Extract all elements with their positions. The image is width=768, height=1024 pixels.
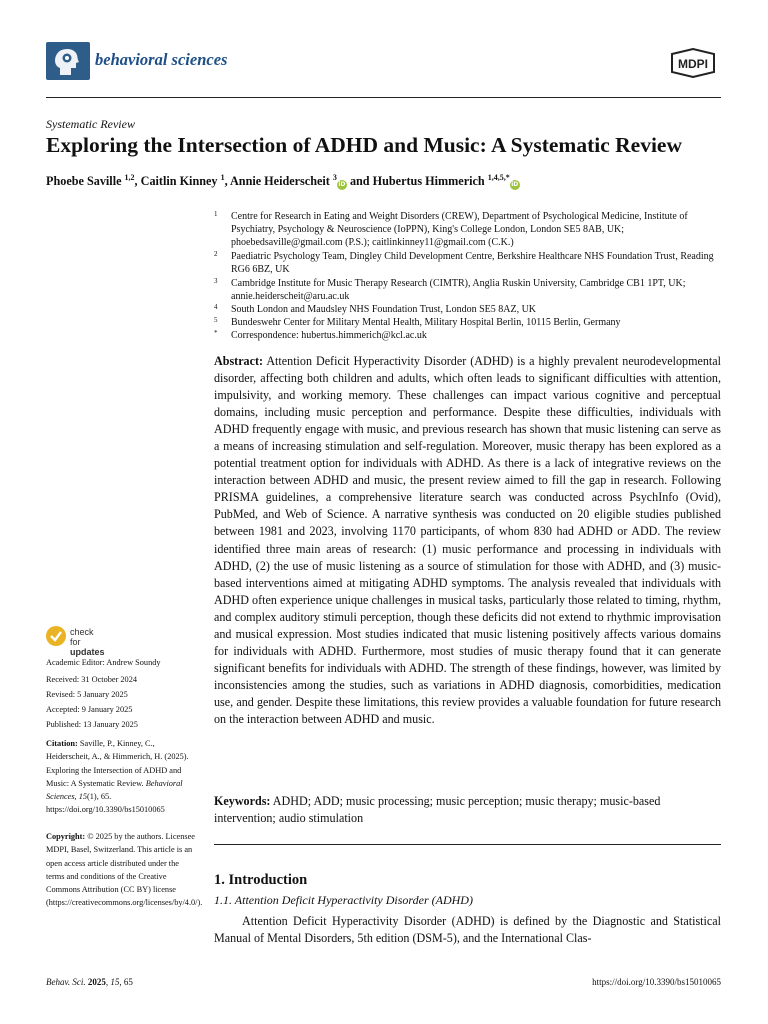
author-list: [46, 173, 520, 190]
section-rule: [214, 844, 721, 845]
affiliation-text: Cambridge Institute for Music Therapy Research (CIMTR), Anglia Ruskin University, Cambridge CB1 1PT, UK; annie.heiderscheit@aru.ac.uk: [231, 278, 686, 303]
intro-text: Attention Deficit Hyperactivity Disorder (ADHD) is defined by the Diagnostic and Statistical Manual of Mental Disorders, 5th edition (DSM-5), and the International Clas-: [214, 914, 721, 946]
section-heading: 1. Introduction: [214, 872, 308, 888]
affiliation-number: *: [214, 329, 218, 337]
date-accepted: Accepted: 9 January 2025: [46, 705, 133, 714]
journal-logo: [46, 42, 90, 80]
footer-journal: Behav. Sci.: [46, 977, 86, 987]
citation-label: Citation:: [46, 739, 78, 748]
correspondence-text: Correspondence: hubertus.himmerich@kcl.ac.uk: [231, 330, 427, 341]
affiliation-number: 5: [214, 316, 218, 324]
author-affiliation-sup: 1: [220, 173, 225, 182]
keywords: [214, 793, 721, 827]
footer-volume: 15: [110, 977, 120, 987]
affiliation-2: [214, 250, 724, 276]
affiliation-number: 1: [214, 210, 218, 218]
author-affiliation-sup: 1,4,5,*: [487, 173, 510, 182]
date-received: Received: 31 October 2024: [46, 675, 138, 684]
svg-text:MDPI: MDPI: [678, 57, 708, 71]
orcid-icon[interactable]: iD: [511, 181, 519, 189]
citation: [46, 737, 196, 817]
affiliation-1: [214, 210, 724, 250]
affiliation-number: 2: [214, 250, 218, 258]
abstract-text: Attention Deficit Hyperactivity Disorder (ADHD) is a highly prevalent neurodevelopmental disorder, affecting both children and adults, which often leads to significant difficulties with attention, impulsivity, and working memory. These challenges can impact various cognitive and perceptual domains, including music perception and performance. Despite these difficulties, individuals with ADHD frequently engage with music, and previous research has shown that music listening can serve as a means of increasing stimulation and self-regulation. Moreover, music therapy has been explored as a potential treatment option for individuals with ADHD. As there is a lack of integrative reviews on the interaction between ADHD and music, the present review aimed to fill the gap in research. Following PRISMA guidelines, a comprehensive literature search was conducted across PsychInfo (Ovid), PubMed, and Web of Science. A narrative synthesis was conducted on 20 eligible studies published between 1981 and 2023, involving 1170 participants, of whom 830 had ADHD or ADD. The review identified three main areas of research: (1) music performance and processing in individuals with ADHD, (2) the use of music listening as a source of stimulation for those with ADHD, and (3) music-based interventions aimed at mitigating ADHD symptoms. The analysis revealed that individuals with ADHD often experience unique challenges in musical tasks, particularly those related to timing, rhythm, and complex auditory stimuli perception, though these deficits did not extend to rhythmic improvisation and musical expression. Most studies indicated that music listening positively affects various domains for individuals with ADHD. Furthermore, most studies of music therapy found that it can generate significant benefits for individuals with ADHD. The strength of these findings, however, was limited by inconsistencies among the studies, such as variations in ADHD diagnosis, comorbidities, medication use, and gender. Despite these limitations, this review provides a valuable foundation for future research on the interaction between ADHD and music.: [214, 354, 721, 726]
affiliation-4: [214, 303, 724, 316]
footer-citation: Behav. Sci. 2025, 15, 65: [46, 977, 133, 987]
article-title: Exploring the Intersection of ADHD and Music: A Systematic Review: [46, 133, 683, 157]
copyright: [46, 830, 203, 910]
subsection-heading: 1.1. Attention Deficit Hyperactivity Disorder (ADHD): [214, 893, 473, 907]
check-updates-icon: [46, 626, 66, 646]
head-gear-icon: [46, 42, 90, 80]
author-name: Phoebe Saville: [46, 174, 122, 189]
correspondence: [214, 329, 724, 342]
author-separator: ,: [224, 174, 230, 189]
abstract: [214, 353, 721, 728]
citation-text: Saville, P., Kinney, C., Heiderscheit, A., & Himmerich, H. (2025). Exploring the Intersection of ADHD and Music: A Systematic Review.: [46, 739, 189, 788]
mdpi-logo: [666, 48, 720, 78]
affiliation-text: Paediatric Psychology Team, Dingley Child Development Centre, Berkshire Healthcare NHS Foundation Trust, Reading RG6 6BZ, UK: [231, 251, 714, 276]
orcid-icon[interactable]: iD: [338, 181, 346, 189]
affiliation-3: [214, 277, 724, 303]
affiliation-number: 4: [214, 303, 218, 311]
check-updates-label: updates: [70, 647, 105, 657]
intro-paragraph: [214, 913, 721, 947]
keywords-label: Keywords:: [214, 794, 271, 808]
author-name: Caitlin Kinney: [140, 174, 218, 189]
article-type: Systematic Review: [46, 117, 135, 131]
copyright-text: © 2025 by the authors. Licensee MDPI, Basel, Switzerland. This article is an open access article distributed under the terms and conditions of the Creative Commons Attribution (CC BY) license (https://creativecommons.org/licenses/by/4.0/).: [46, 832, 203, 908]
journal-name: behavioral sciences: [95, 50, 228, 69]
copyright-label: Copyright:: [46, 832, 86, 841]
affiliation-5: [214, 316, 724, 329]
author-separator: and: [346, 174, 373, 189]
citation-journal: Behavioral Sciences, 15: [46, 778, 183, 802]
footer-doi[interactable]: https://doi.org/10.3390/bs15010065: [592, 977, 721, 987]
author-name: Annie Heiderscheit: [229, 174, 330, 189]
affiliation-number: 3: [214, 277, 218, 285]
affiliation-text: Bundeswehr Center for Military Mental Health, Military Hospital Berlin, 10115 Berlin, Germany: [231, 317, 621, 328]
date-revised: Revised: 5 January 2025: [46, 690, 128, 699]
citation-doi[interactable]: (1), 65. https://doi.org/10.3390/bs15010065: [46, 792, 165, 815]
footer-year: 2025: [87, 977, 106, 987]
footer-article-number: , 65: [119, 977, 133, 987]
author-separator: ,: [134, 174, 141, 189]
affiliation-text: South London and Maudsley NHS Foundation Trust, London SE5 8AZ, UK: [231, 304, 537, 315]
date-published: Published: 13 January 2025: [46, 720, 138, 729]
academic-editor: Academic Editor: Andrew Soundy: [46, 658, 161, 667]
abstract-label: Abstract:: [214, 354, 264, 368]
check-updates-label: check for: [70, 627, 94, 647]
author-name: Hubertus Himmerich: [372, 174, 485, 189]
author-affiliation-sup: 3: [332, 173, 337, 182]
affiliation-text: Centre for Research in Eating and Weight Disorders (CREW), Department of Psychological Medicine, Institute of Psychiatry, Psychology & Neuroscience (IoPPN), King's College London, London SE5 8AB, UK; phoebedsaville@gmail.com (P.S.); caitlinkinney11@gmail.com (C.K.): [231, 211, 688, 249]
header-rule: [46, 97, 721, 98]
keywords-text: ADHD; ADD; music processing; music perception; music therapy; music-based intervention; audio stimulation: [214, 794, 661, 826]
author-affiliation-sup: 1,2: [124, 173, 135, 182]
